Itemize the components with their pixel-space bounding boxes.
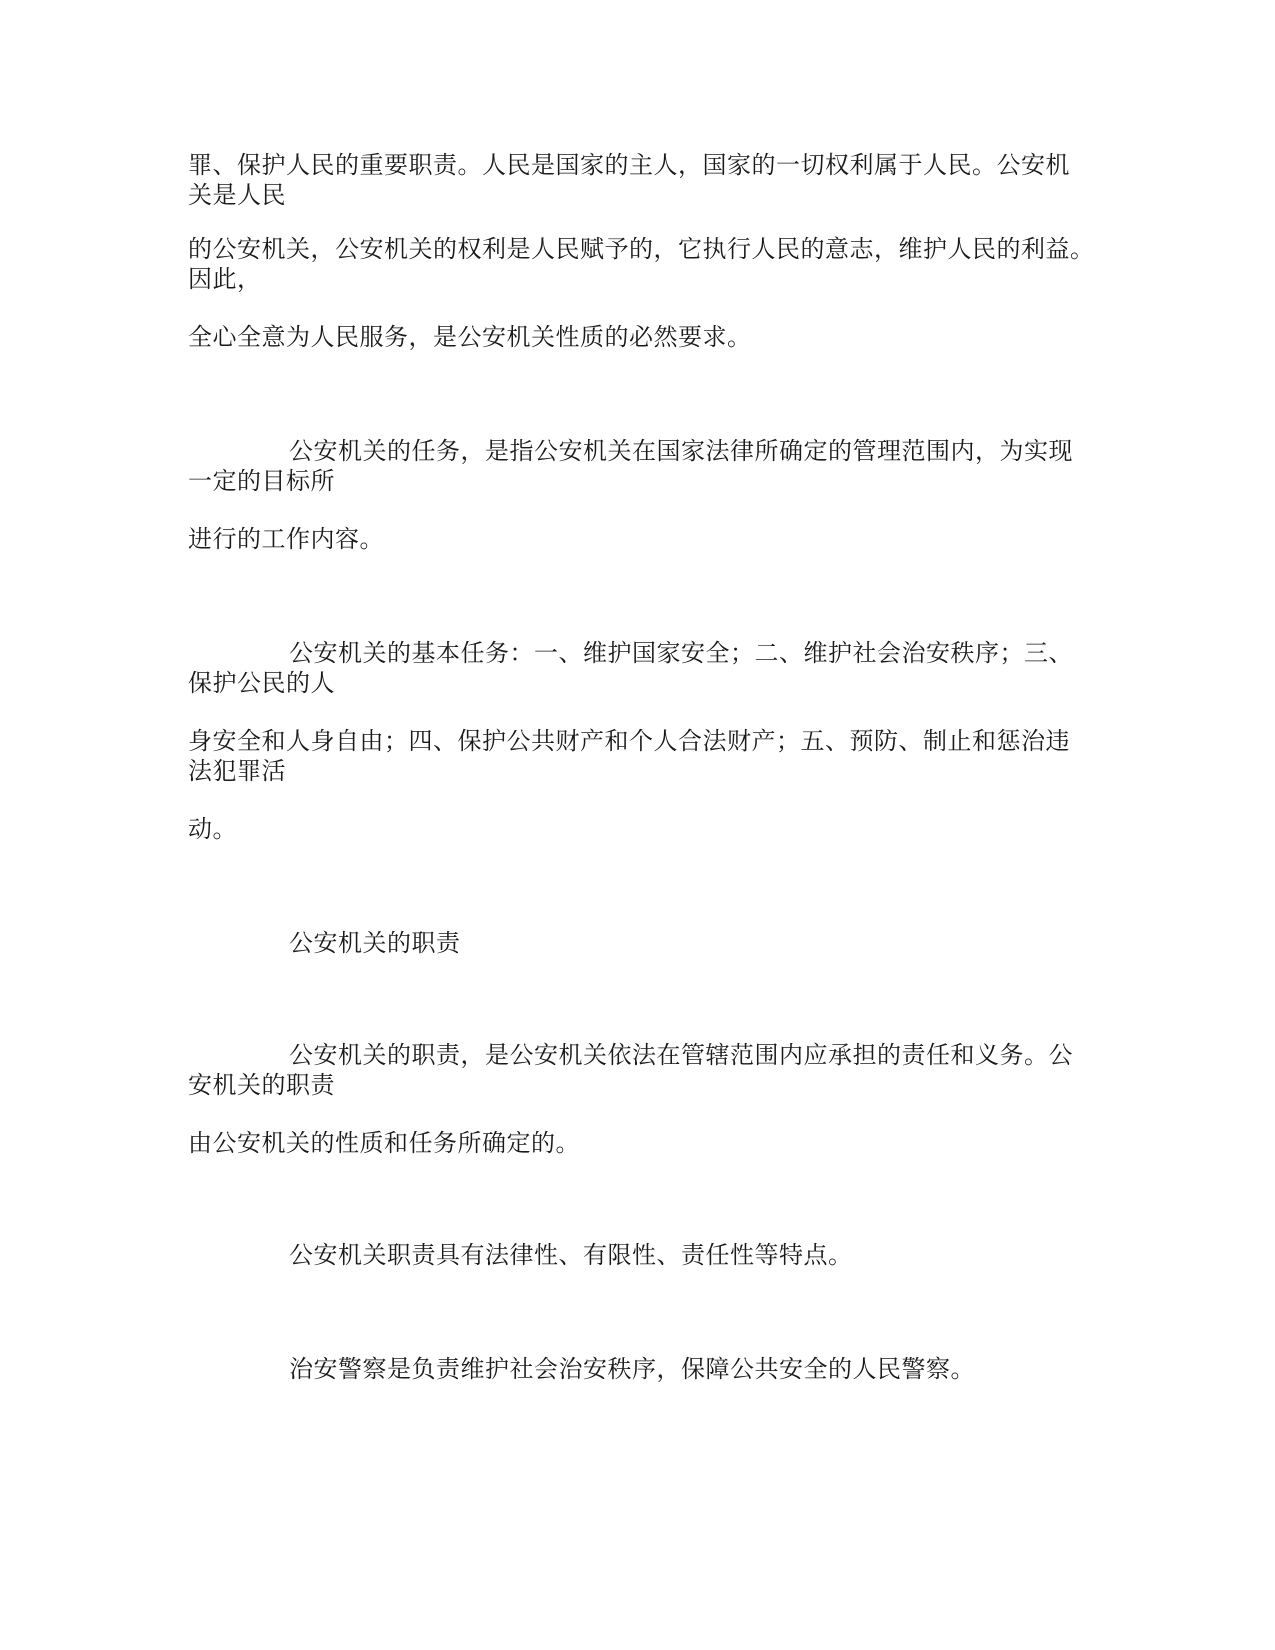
text-line: 关是人民 [188, 181, 286, 209]
text-line: 安机关的职责 [188, 1071, 335, 1099]
text-line: 动。 [188, 815, 237, 843]
text-line: 保护公民的人 [188, 669, 335, 697]
text-line: 进行的工作内容。 [188, 525, 384, 553]
text-line: 全心全意为人民服务，是公安机关性质的必然要求。 [188, 323, 752, 351]
paragraph-first-line: 公安机关的任务，是指公安机关在国家法律所确定的管理范围内，为实现 [289, 437, 1073, 465]
text-line: 由公安机关的性质和任务所确定的。 [188, 1129, 580, 1157]
text-line: 的公安机关，公安机关的权利是人民赋予的，它执行人民的意志，维护人民的利益。 [188, 235, 1095, 263]
text-line: 法犯罪活 [188, 757, 286, 785]
paragraph-first-line: 治安警察是负责维护社会治安秩序，保障公共安全的人民警察。 [289, 1355, 975, 1383]
text-line: 身安全和人身自由；四、保护公共财产和个人合法财产；五、预防、制止和惩治违 [188, 727, 1070, 755]
paragraph-first-line: 公安机关的职责，是公安机关依法在管辖范围内应承担的责任和义务。公 [289, 1041, 1073, 1069]
paragraph-first-line: 公安机关职责具有法律性、有限性、责任性等特点。 [289, 1241, 853, 1269]
section-heading: 公安机关的职责 [289, 929, 461, 957]
text-line: 因此， [188, 265, 262, 293]
text-line: 一定的目标所 [188, 467, 335, 495]
paragraph-first-line: 公安机关的基本任务：一、维护国家安全；二、维护社会治安秩序；三、 [289, 639, 1073, 667]
text-line: 罪、保护人民的重要职责。人民是国家的主人，国家的一切权利属于人民。公安机 [188, 151, 1070, 179]
